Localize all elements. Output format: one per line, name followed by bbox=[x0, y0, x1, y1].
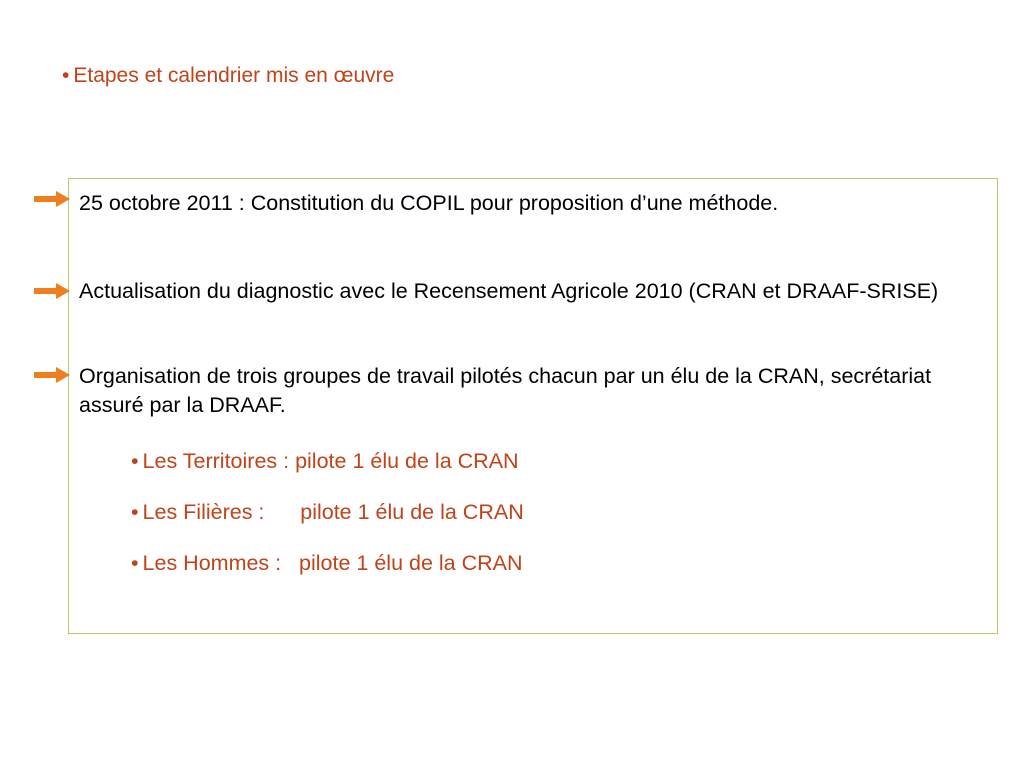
right-arrow-icon bbox=[34, 283, 70, 299]
paragraph-groupes: Organisation de trois groupes de travail pilotés chacun par un élu de la CRAN, secrétariat assuré par la DRAAF. bbox=[79, 364, 932, 417]
list-item-text: Les Filières : pilote 1 élu de la CRAN bbox=[142, 500, 524, 524]
list-bullet: • bbox=[131, 500, 139, 524]
slide-heading bbox=[62, 63, 394, 89]
heading-text: Etapes et calendrier mis en œuvre bbox=[73, 64, 395, 87]
heading-bullet: • bbox=[62, 64, 70, 87]
list-item-text: Les Hommes : pilote 1 élu de la CRAN bbox=[142, 551, 523, 575]
list-bullet: • bbox=[131, 551, 139, 575]
right-arrow-icon bbox=[34, 191, 70, 207]
list-item-filieres bbox=[131, 498, 524, 526]
list-item-text: Les Territoires : pilote 1 élu de la CRAN bbox=[142, 449, 519, 473]
paragraph-copil: 25 octobre 2011 : Constitution du COPIL pour proposition d’une méthode. bbox=[79, 191, 779, 215]
list-item-territoires bbox=[131, 447, 519, 475]
list-bullet: • bbox=[131, 449, 139, 473]
list-item-hommes bbox=[131, 549, 523, 577]
paragraph-diagnostic: Actualisation du diagnostic avec le Recensement Agricole 2010 (CRAN et DRAAF-SRISE) bbox=[79, 279, 939, 303]
right-arrow-icon bbox=[34, 367, 70, 383]
